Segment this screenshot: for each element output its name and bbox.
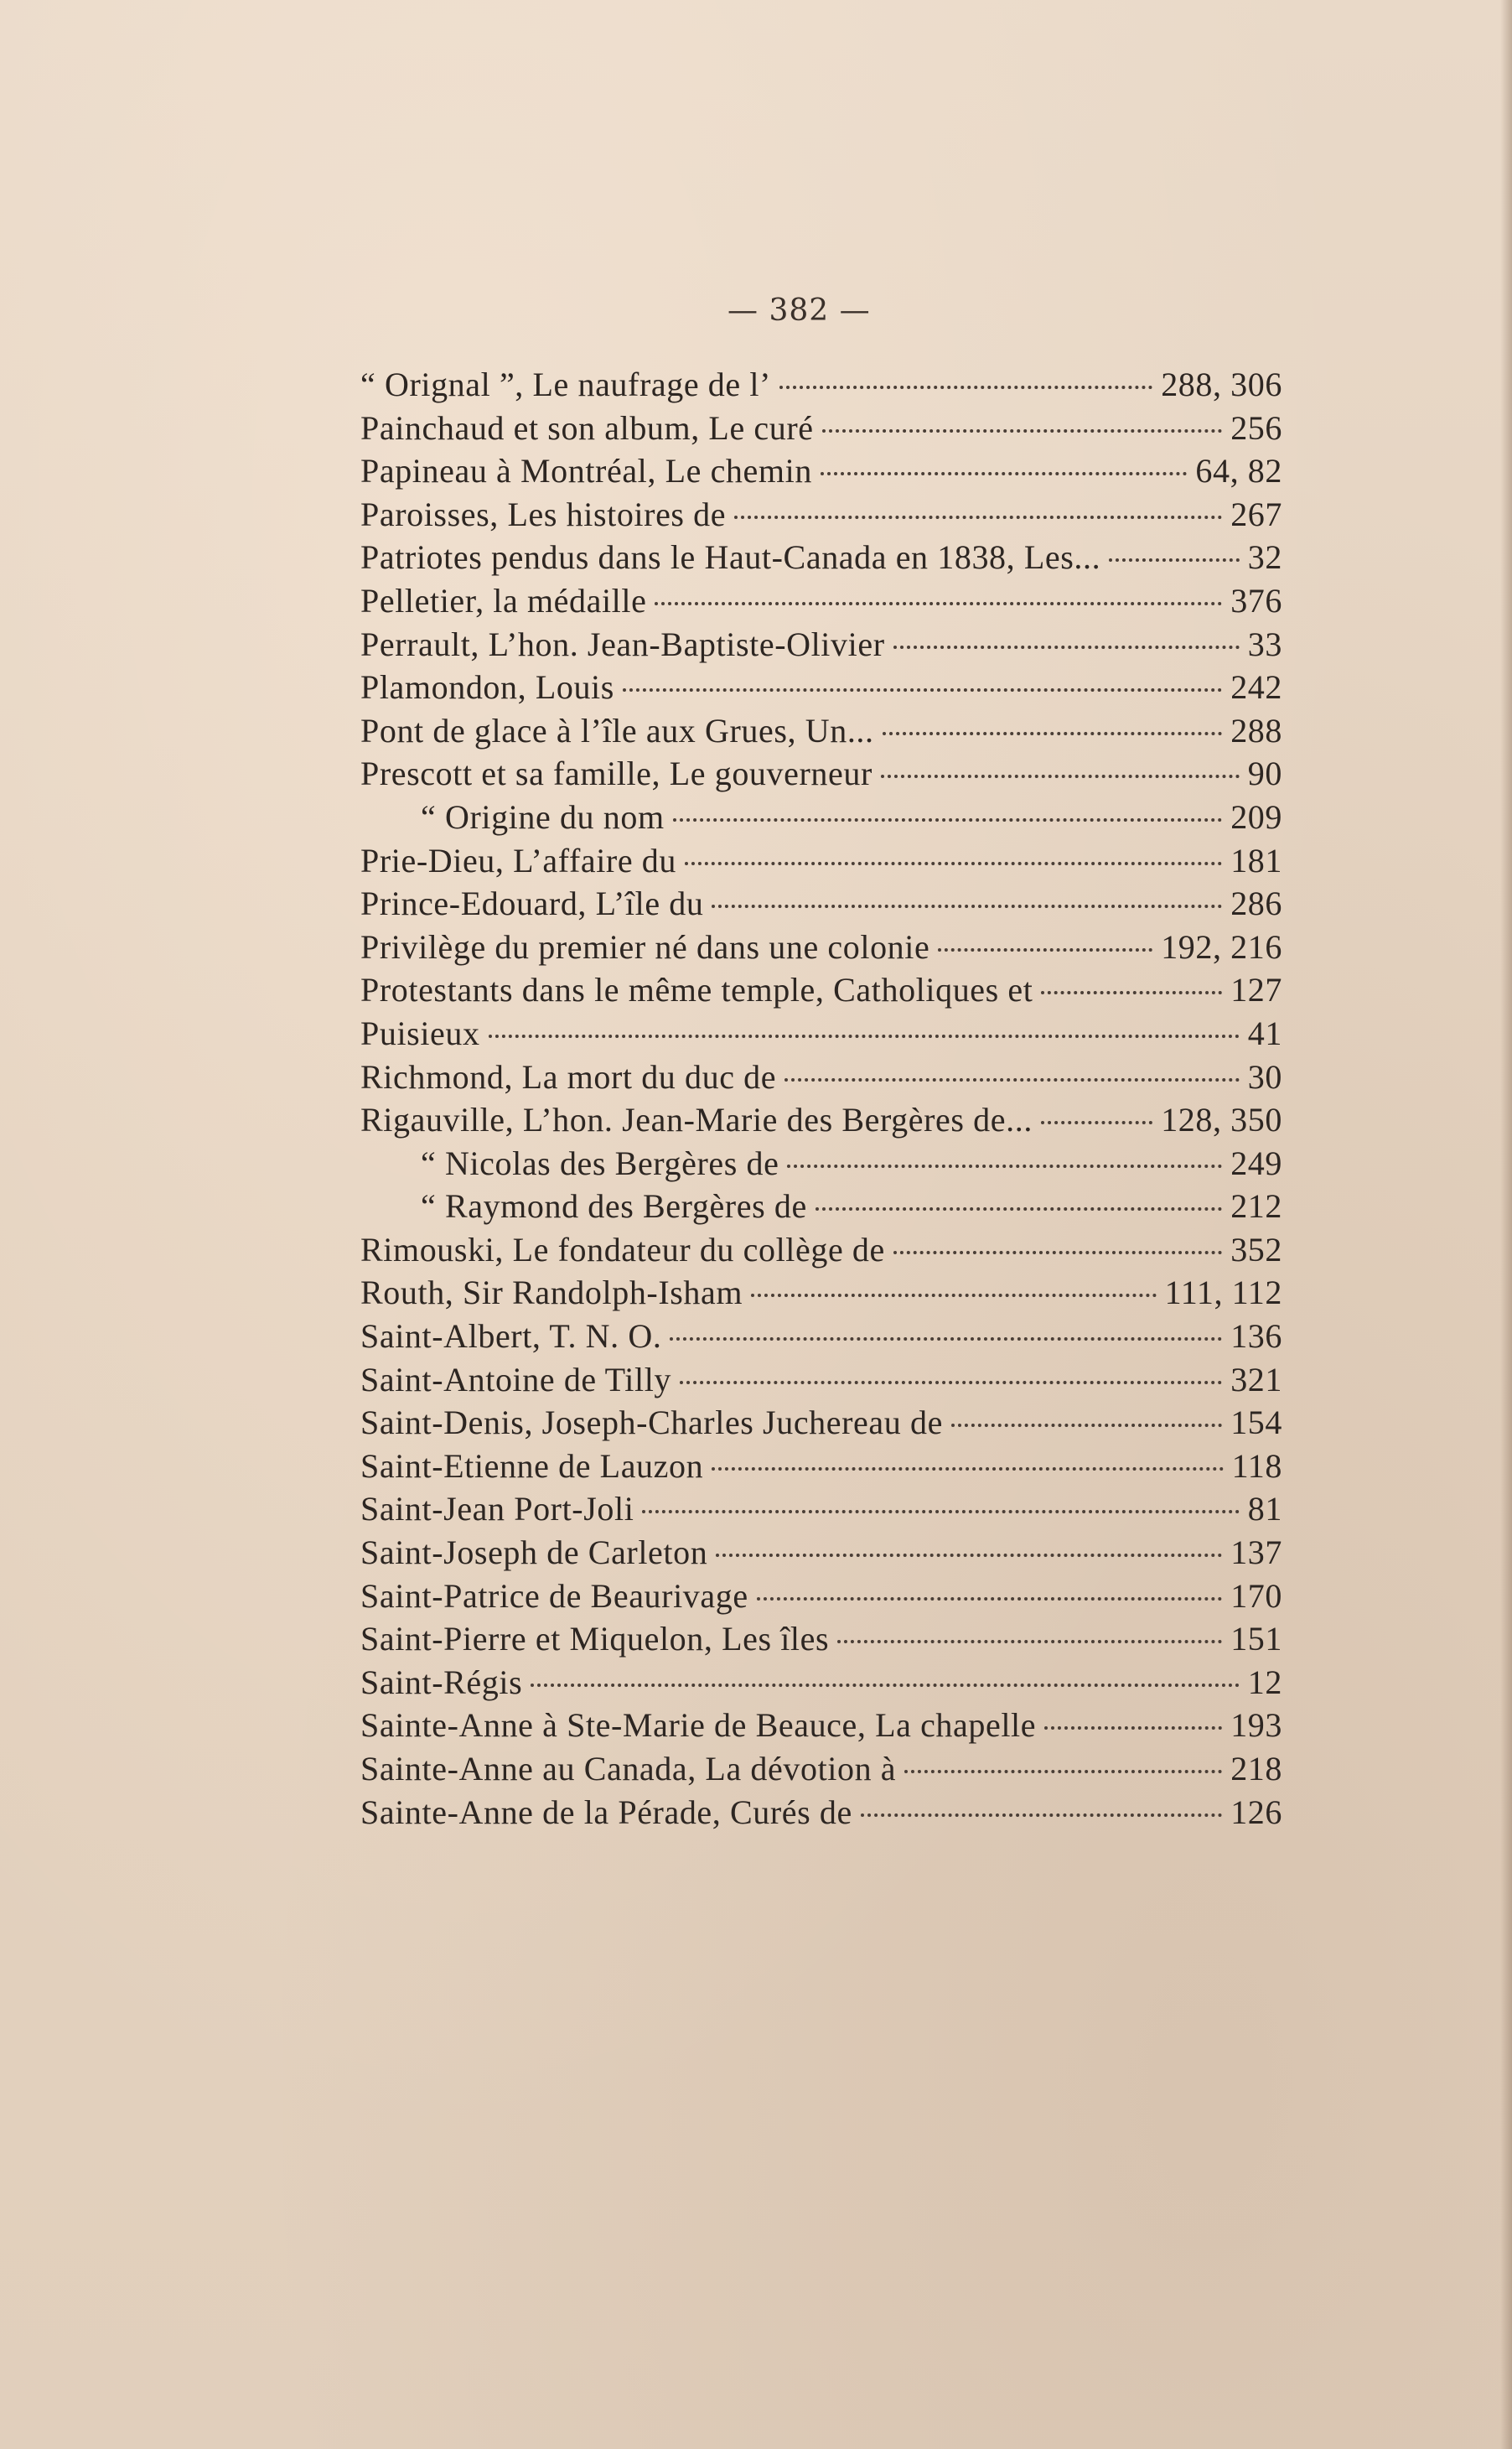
- entry-title: Saint-Pierre et Miquelon, Les îles: [360, 1620, 830, 1658]
- entry-title: Pont de glace à l’île aux Grues, Un...: [360, 711, 874, 750]
- index-entry: [360, 1576, 1282, 1620]
- index-entry: [360, 1360, 1282, 1404]
- entry-page-numbers: 209: [1230, 797, 1282, 836]
- entry-title: “ Orignal ”, Le naufrage de l’: [360, 366, 771, 403]
- dot-leader: [623, 688, 1222, 692]
- index-entry: [360, 1533, 1282, 1576]
- index-entry: [360, 1619, 1282, 1663]
- entry-title: Richmond, La mort du duc de: [360, 1057, 777, 1096]
- dot-leader: [1041, 1121, 1152, 1124]
- index-entry: [360, 451, 1282, 495]
- index-entry: [360, 1316, 1282, 1360]
- entry-page-numbers: 288, 306: [1161, 366, 1282, 403]
- entry-title: Saint-Albert, T. N. O.: [360, 1317, 662, 1356]
- entry-page-numbers: 90: [1247, 755, 1282, 793]
- dot-leader: [893, 1251, 1222, 1254]
- entry-page-numbers: 212: [1230, 1187, 1282, 1226]
- index-entry: [360, 884, 1282, 927]
- entry-title: “ Raymond des Bergères de: [421, 1187, 807, 1226]
- entry-page-numbers: 137: [1230, 1533, 1282, 1572]
- index-entry: [360, 1273, 1282, 1316]
- entry-title: Saint-Antoine de Tilly: [360, 1360, 672, 1398]
- entry-title: Pelletier, la médaille: [360, 581, 647, 620]
- index-entry: [360, 1403, 1282, 1446]
- index-entry: [360, 495, 1282, 538]
- entry-title: Saint-Denis, Joseph-Charles Juchereau de: [360, 1404, 943, 1442]
- dot-leader: [822, 429, 1223, 433]
- dot-leader: [821, 472, 1187, 475]
- entry-page-numbers: 81: [1247, 1490, 1282, 1528]
- index-entry: [360, 537, 1282, 581]
- entry-page-numbers: 118: [1231, 1446, 1282, 1485]
- entry-page-numbers: 170: [1230, 1576, 1282, 1615]
- dot-leader: [1109, 558, 1240, 562]
- dot-leader: [712, 905, 1222, 908]
- entry-page-numbers: 192, 216: [1161, 927, 1282, 966]
- index-entry: [360, 365, 1282, 408]
- index-entry: [360, 1100, 1282, 1144]
- entry-page-numbers: 267: [1230, 495, 1282, 533]
- entry-title: Routh, Sir Randolph-Isham: [360, 1274, 743, 1312]
- index-entry: [360, 1014, 1282, 1057]
- index-entry: [360, 1663, 1282, 1706]
- dot-leader: [893, 646, 1240, 649]
- entry-title: Sainte-Anne de la Pérade, Curés de: [360, 1793, 852, 1831]
- dot-leader: [816, 1207, 1222, 1211]
- index-entry: [360, 1793, 1282, 1836]
- dot-leader: [642, 1510, 1239, 1513]
- entry-page-numbers: 136: [1230, 1317, 1282, 1356]
- entry-page-numbers: 126: [1230, 1793, 1282, 1831]
- entry-page-numbers: 256: [1230, 408, 1282, 447]
- entry-page-numbers: 41: [1247, 1014, 1282, 1052]
- entry-title: Rimouski, Le fondateur du collège de: [360, 1230, 885, 1269]
- entry-title: Saint-Patrice de Beaurivage: [360, 1576, 748, 1615]
- dot-leader: [531, 1684, 1240, 1687]
- index-entry: [360, 1186, 1282, 1230]
- dot-leader: [716, 1554, 1222, 1557]
- dot-leader: [734, 516, 1222, 519]
- dot-leader: [757, 1597, 1223, 1601]
- entry-page-numbers: 249: [1230, 1144, 1282, 1182]
- dot-leader: [712, 1467, 1223, 1471]
- entry-title: Sainte-Anne à Ste-Marie de Beauce, La chapelle: [360, 1706, 1037, 1745]
- entry-title: Puisieux: [360, 1014, 480, 1052]
- index-entry: [360, 754, 1282, 797]
- entry-page-numbers: 33: [1247, 625, 1282, 663]
- entry-title: Rigauville, L’hon. Jean-Marie des Bergères de...: [360, 1101, 1033, 1139]
- entry-page-numbers: 181: [1230, 841, 1282, 879]
- index-entry: [360, 1230, 1282, 1274]
- entry-title: Saint-Joseph de Carleton: [360, 1533, 708, 1572]
- dot-leader: [673, 818, 1223, 822]
- index-entry: [360, 581, 1282, 625]
- dot-leader: [685, 862, 1222, 865]
- entry-title: Privilège du premier né dans une colonie: [360, 927, 930, 966]
- entry-title: Painchaud et son album, Le curé: [360, 408, 814, 447]
- dot-leader: [938, 948, 1152, 952]
- entry-title: Saint-Jean Port-Joli: [360, 1490, 634, 1528]
- entry-page-numbers: 218: [1230, 1750, 1282, 1787]
- index-entry: [360, 1749, 1282, 1793]
- dot-leader: [751, 1294, 1157, 1297]
- dot-leader: [1041, 991, 1222, 994]
- entry-page-numbers: 286: [1230, 885, 1282, 923]
- entry-title: Paroisses, Les histoires de: [360, 495, 727, 533]
- dot-leader: [784, 1078, 1240, 1082]
- entry-title: Protestants dans le même temple, Catholiques et: [360, 971, 1033, 1009]
- entry-page-numbers: 154: [1230, 1404, 1282, 1442]
- entry-title: Prince-Edouard, L’île du: [360, 885, 704, 923]
- entry-page-numbers: 288: [1230, 711, 1282, 750]
- entry-title: Papineau à Montréal, Le chemin: [360, 452, 812, 490]
- dot-leader: [670, 1337, 1222, 1341]
- page-edge-shadow: [1500, 0, 1512, 2449]
- page-number: — 382 —: [728, 293, 871, 328]
- index-entry: [360, 797, 1282, 841]
- index-entry: [360, 1705, 1282, 1749]
- entry-title: Plamondon, Louis: [360, 668, 614, 707]
- entry-page-numbers: 321: [1230, 1360, 1282, 1398]
- index-list: [360, 365, 1282, 1835]
- dot-leader: [837, 1640, 1222, 1643]
- entry-page-numbers: 12: [1247, 1663, 1282, 1701]
- dot-leader: [861, 1813, 1222, 1817]
- dot-leader: [881, 775, 1240, 778]
- index-entry: [360, 841, 1282, 885]
- index-entry: [360, 667, 1282, 711]
- entry-page-numbers: 32: [1247, 538, 1282, 577]
- dot-leader: [1044, 1726, 1222, 1730]
- index-entry: [360, 1057, 1282, 1101]
- entry-page-numbers: 127: [1230, 971, 1282, 1009]
- entry-title: Saint-Régis: [360, 1663, 523, 1701]
- entry-title: “ Origine du nom: [421, 797, 665, 836]
- dot-leader: [787, 1165, 1222, 1168]
- entry-title: Prie-Dieu, L’affaire du: [360, 841, 677, 879]
- index-entry: [360, 1489, 1282, 1533]
- dot-leader: [489, 1035, 1240, 1038]
- dot-leader: [680, 1381, 1222, 1384]
- entry-title: Perrault, L’hon. Jean-Baptiste-Olivier: [360, 625, 885, 663]
- entry-title: Sainte-Anne au Canada, La dévotion à: [360, 1750, 897, 1787]
- dot-leader: [904, 1770, 1222, 1773]
- index-entry: [360, 408, 1282, 452]
- entry-title: Patriotes pendus dans le Haut-Canada en 1838, Les...: [360, 538, 1101, 577]
- dot-leader: [883, 732, 1223, 735]
- index-entry: [360, 1144, 1282, 1187]
- dot-leader: [779, 386, 1152, 389]
- entry-page-numbers: 30: [1247, 1057, 1282, 1096]
- dot-leader: [655, 602, 1222, 605]
- entry-title: Saint-Etienne de Lauzon: [360, 1446, 704, 1485]
- index-entry: [360, 625, 1282, 668]
- entry-title: “ Nicolas des Bergères de: [421, 1144, 779, 1182]
- entry-page-numbers: 64, 82: [1195, 452, 1282, 490]
- entry-page-numbers: 242: [1230, 668, 1282, 707]
- index-entry: [360, 711, 1282, 755]
- index-entry: [360, 927, 1282, 971]
- dot-leader: [951, 1424, 1222, 1427]
- entry-page-numbers: 352: [1230, 1230, 1282, 1269]
- entry-page-numbers: 128, 350: [1161, 1101, 1282, 1139]
- entry-title: Prescott et sa famille, Le gouverneur: [360, 755, 873, 793]
- index-entry: [360, 970, 1282, 1014]
- entry-page-numbers: 193: [1230, 1706, 1282, 1745]
- entry-page-numbers: 151: [1230, 1620, 1282, 1658]
- entry-page-numbers: 376: [1230, 581, 1282, 620]
- entry-page-numbers: 111, 112: [1164, 1274, 1282, 1312]
- index-entry: [360, 1446, 1282, 1490]
